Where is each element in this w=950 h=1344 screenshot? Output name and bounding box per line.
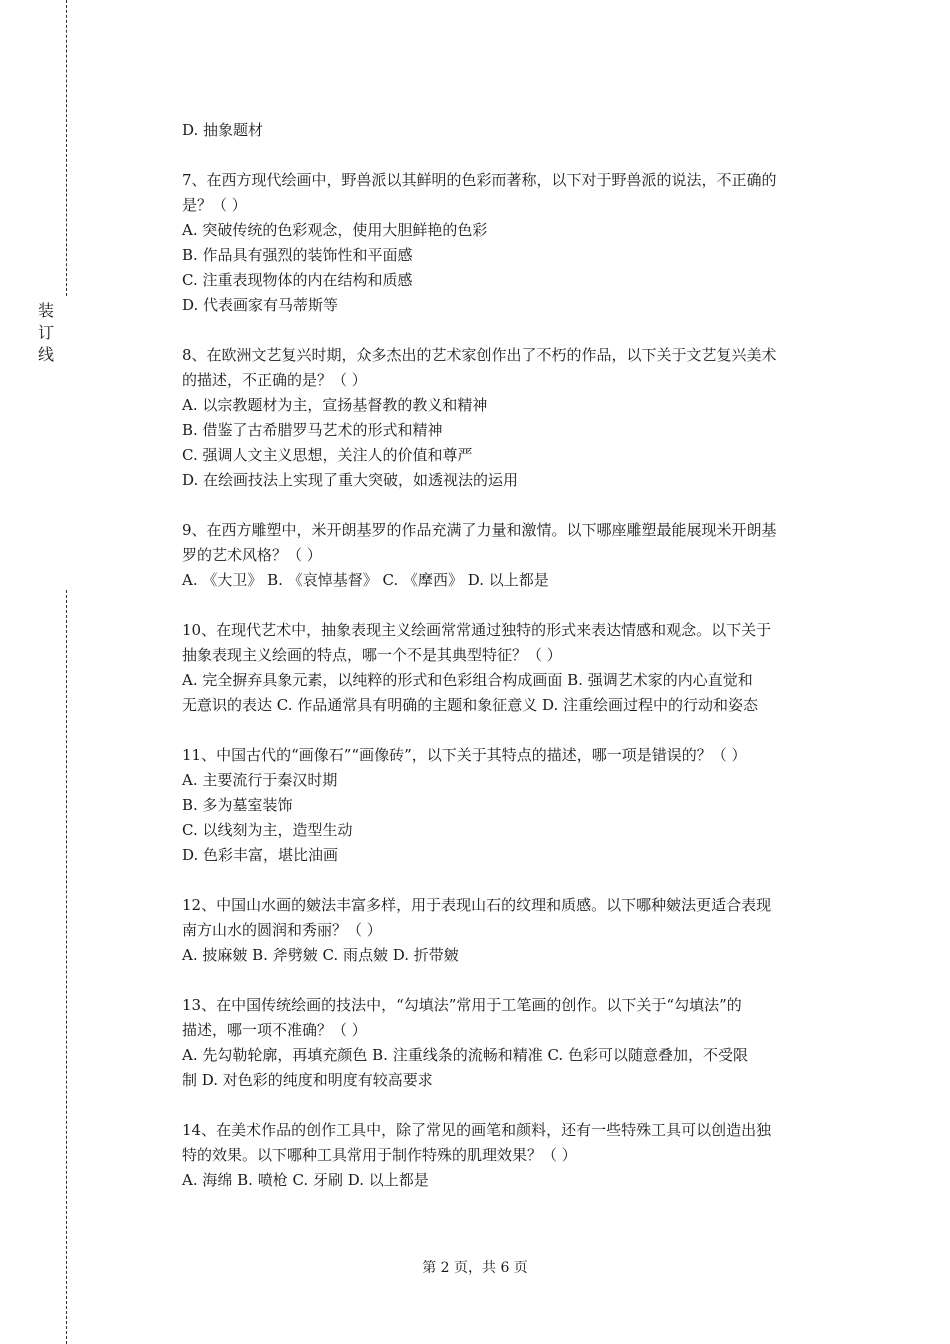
paragraph-gap: [182, 143, 840, 168]
question-text-line: 罗的艺术风格？（ ）: [182, 546, 322, 564]
binding-dashed-line-bottom: [66, 590, 67, 1344]
question-text-line: 8、在欧洲文艺复兴时期，众多杰出的艺术家创作出了不朽的作品，以下关于文艺复兴美术: [182, 346, 777, 364]
answer-option-line: A. 主要流行于秦汉时期: [182, 771, 338, 789]
answer-option-line: A. 海绵 B. 喷枪 C. 牙刷 D. 以上都是: [182, 1171, 429, 1189]
page-footer: [0, 1258, 950, 1278]
paragraph-gap: [182, 493, 840, 518]
question-text-line: 13、在中国传统绘画的技法中，“勾填法”常用于工笔画的创作。以下关于“勾填法”的: [182, 996, 742, 1014]
question-text-line: 9、在西方雕塑中，米开朗基罗的作品充满了力量和激情。以下哪座雕塑最能展现米开朗基: [182, 521, 777, 539]
question-text-line: 是？（ ）: [182, 196, 247, 214]
answer-option-line: B. 多为墓室装饰: [182, 796, 293, 814]
paragraph-gap: [182, 718, 840, 743]
question-text-line: 7、在西方现代绘画中，野兽派以其鲜明的色彩而著称，以下对于野兽派的说法，不正确的: [182, 171, 777, 189]
binding-char: 装: [37, 301, 54, 320]
question-text-line: 抽象表现主义绘画的特点，哪一个不是其典型特征？（ ）: [182, 646, 562, 664]
paragraph-gap: [182, 593, 840, 618]
question-text-line: 南方山水的圆润和秀丽？（ ）: [182, 921, 382, 939]
answer-option-line: C. 强调人文主义思想，关注人的价值和尊严: [182, 446, 473, 464]
paragraph-gap: [182, 868, 840, 893]
question-text-line: 的描述，不正确的是？（ ）: [182, 371, 367, 389]
answer-option-line: D. 抽象题材: [182, 121, 264, 139]
answer-option-line: D. 代表画家有马蒂斯等: [182, 296, 339, 314]
answer-option-line: A. 以宗教题材为主，宣扬基督教的教义和精神: [182, 396, 488, 414]
answer-option-line: C. 注重表现物体的内在结构和质感: [182, 271, 413, 289]
answer-option-line: B. 作品具有强烈的装饰性和平面感: [182, 246, 413, 264]
question-text-line: 12、中国山水画的皴法丰富多样，用于表现山石的纹理和质感。以下哪种皴法更适合表现: [182, 896, 772, 914]
answer-option-line: A. 披麻皴 B. 斧劈皴 C. 雨点皴 D. 折带皴: [182, 946, 459, 964]
answer-option-line: 制 D. 对色彩的纯度和明度有较高要求: [182, 1071, 433, 1089]
question-text-line: 特的效果。以下哪种工具常用于制作特殊的肌理效果？（ ）: [182, 1146, 577, 1164]
answer-option-line: A. 突破传统的色彩观念，使用大胆鲜艳的色彩: [182, 221, 488, 239]
answer-option-line: A. 《大卫》 B. 《哀悼基督》 C. 《摩西》 D. 以上都是: [182, 571, 549, 589]
answer-option-line: C. 以线刻为主，造型生动: [182, 821, 353, 839]
question-text-line: 14、在美术作品的创作工具中，除了常见的画笔和颜料，还有一些特殊工具可以创造出独: [182, 1121, 772, 1139]
question-text-line: 11、中国古代的“画像石”“画像砖”，以下关于其特点的描述，哪一项是错误的？（ ）: [182, 746, 747, 764]
page-number: 第 2 页，共 6 页: [422, 1260, 528, 1276]
question-text-line: 描述，哪一项不准确？（ ）: [182, 1021, 367, 1039]
paragraph-gap: [182, 968, 840, 993]
answer-option-line: A. 完全摒弃具象元素，以纯粹的形式和色彩组合构成画面 B. 强调艺术家的内心直觉和: [182, 671, 753, 689]
answer-option-line: A. 先勾勒轮廓，再填充颜色 B. 注重线条的流畅和精准 C. 色彩可以随意叠加，不受限: [182, 1046, 748, 1064]
answer-option-line: D. 在绘画技法上实现了重大突破，如透视法的运用: [182, 471, 519, 489]
exam-content: [182, 118, 840, 1193]
answer-option-line: D. 色彩丰富，堪比油画: [182, 846, 339, 864]
question-text-line: 10、在现代艺术中，抽象表现主义绘画常常通过独特的形式来表达情感和观念。以下关于: [182, 621, 772, 639]
paragraph-gap: [182, 1093, 840, 1118]
binding-char: 订: [37, 323, 54, 342]
answer-option-line: 无意识的表达 C. 作品通常具有明确的主题和象征意义 D. 注重绘画过程中的行动和姿态: [182, 696, 759, 714]
answer-option-line: B. 借鉴了古希腊罗马艺术的形式和精神: [182, 421, 443, 439]
binding-char: 线: [37, 345, 54, 364]
binding-dashed-line-top: [66, 0, 67, 296]
binding-label: [34, 300, 58, 366]
paragraph-gap: [182, 318, 840, 343]
